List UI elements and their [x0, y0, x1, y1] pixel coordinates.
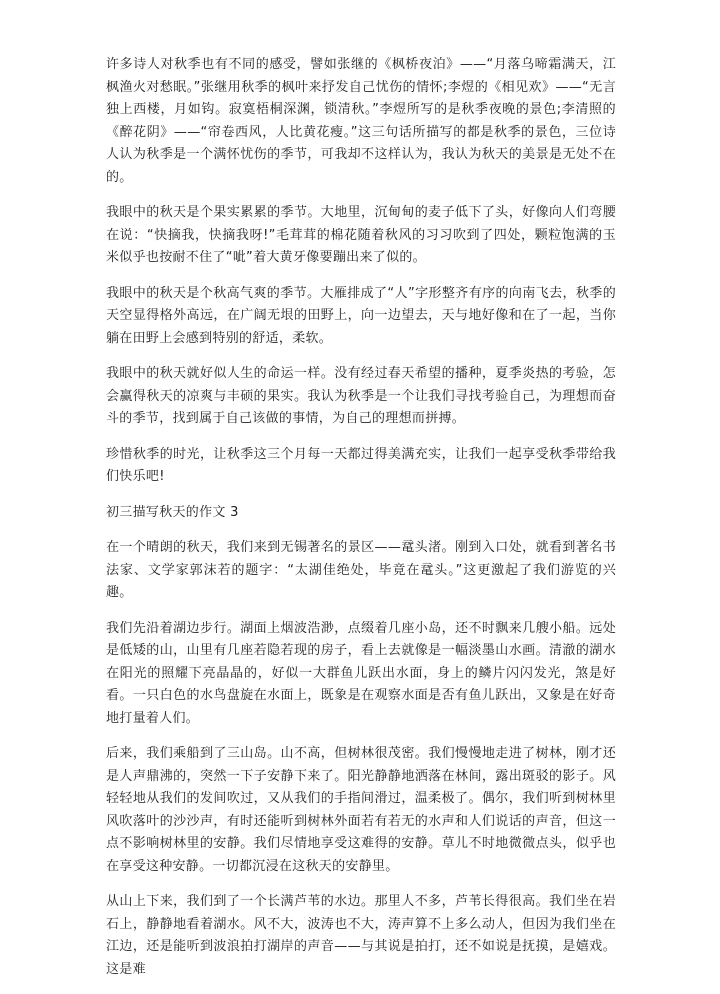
paragraph: 后来，我们乘船到了三山岛。山不高，但树林很茂密。我们慢慢地走进了树林，刚才还是人声鼎沸的，突然一下子安静下来了。阳光静静地洒落在林间，露出斑驳的影子。风轻轻地从我们的发间吹过，又从我们的手指间滑过，温柔极了。偶尔，我们听到树林里风吹落叶的沙沙声，有时还能听到树林外面若有若无的水声和人们说话的声音，但这一点不影响树林里的安静。我们尽情地享受这难得的安静。草儿不时地微微点头，似乎也在享受这种安静。一切都沉浸在这秋天的安静里。 — [106, 746, 616, 874]
paragraph: 我们先沿着湖边步行。湖面上烟波浩渺，点缀着几座小岛，还不时飘来几艘小船。远处是低矮的山，山里有几座若隐若现的房子，看上去就像是一幅淡墨山水画。清澈的湖水在阳光的照耀下亮晶晶的，好似一大群鱼儿跃出水面，身上的鳞片闪闪发光，煞是好看。一只白色的水鸟盘旋在水面上，既象是在观察水面是否有鱼儿跃出，又象是在好奇地打量着人们。 — [106, 620, 616, 726]
paragraph: 我眼中的秋天就好似人生的命运一样。没有经过春天希望的播种，夏季炎热的考验，怎会赢得秋天的凉爽与丰硕的果实。我认为秋季是一个让我们寻找考验自己，为理想而奋斗的季节，找到属于自己该做的事情，为自己的理想而拼搏。 — [106, 366, 616, 426]
paragraph: 我眼中的秋天是个秋高气爽的季节。大雁排成了“人”字形整齐有序的向南飞去，秋季的天空显得格外高远，在广阔无垠的田野上，向一边望去，天与地好像和在了一起，当你躺在田野上会感到特别的舒适，柔软。 — [106, 285, 616, 346]
paragraph: 从山上下来，我们到了一个长满芦苇的水边。那里人不多，芦苇长得很高。我们坐在岩石上，静静地看着湖水。风不大，波涛也不大，涛声算不上多么动人，但因为我们坐在江边，还是能听到波浪拍打湖岸的声音——与其说是拍打，还不如说是抚摸，是嬉戏。这是难 — [106, 894, 616, 977]
paragraph: 在一个晴朗的秋天，我们来到无锡著名的景区——鼋头渚。刚到入口处，就看到著名书法家、文学家郭沫若的题字：“太湖佳绝处，毕竟在鼋头。”这更激起了我们游览的兴趣。 — [106, 540, 616, 600]
section-heading: 初三描写秋天的作文 3 — [106, 504, 239, 520]
document-page — [106, 54, 616, 994]
paragraph: 珍惜秋季的时光，让秋季这三个月每一天都过得美满充实，让我们一起享受秋季带给我们快乐吧! — [106, 446, 616, 484]
paragraph: 许多诗人对秋季也有不同的感受，譬如张继的《枫桥夜泊》——“月落乌啼霜满天，江枫渔火对愁眠。”张继用秋季的枫叶来抒发自己忧伤的情怀;李煜的《相见欢》——“无言独上西楼，月如钩。寂寞梧桐深渊，锁清秋。”李煜所写的是秋季夜晚的景色;李清照的《醉花阴》——“帘卷西风，人比黄花瘦。”这三句话所描写的都是秋季的景色，三位诗人认为秋季是一个满怀忧伤的季节，可我却不这样认为，我认为秋天的美景是无处不在的。 — [106, 57, 616, 185]
paragraph: 我眼中的秋天是个果实累累的季节。大地里，沉甸甸的麦子低下了头，好像向人们弯腰在说：“快摘我，快摘我呀!”毛茸茸的棉花随着秋风的习习吹到了四处，颗粒饱满的玉米似乎也按耐不住了“呲”着大黄牙像要蹦出来了似的。 — [106, 205, 616, 265]
